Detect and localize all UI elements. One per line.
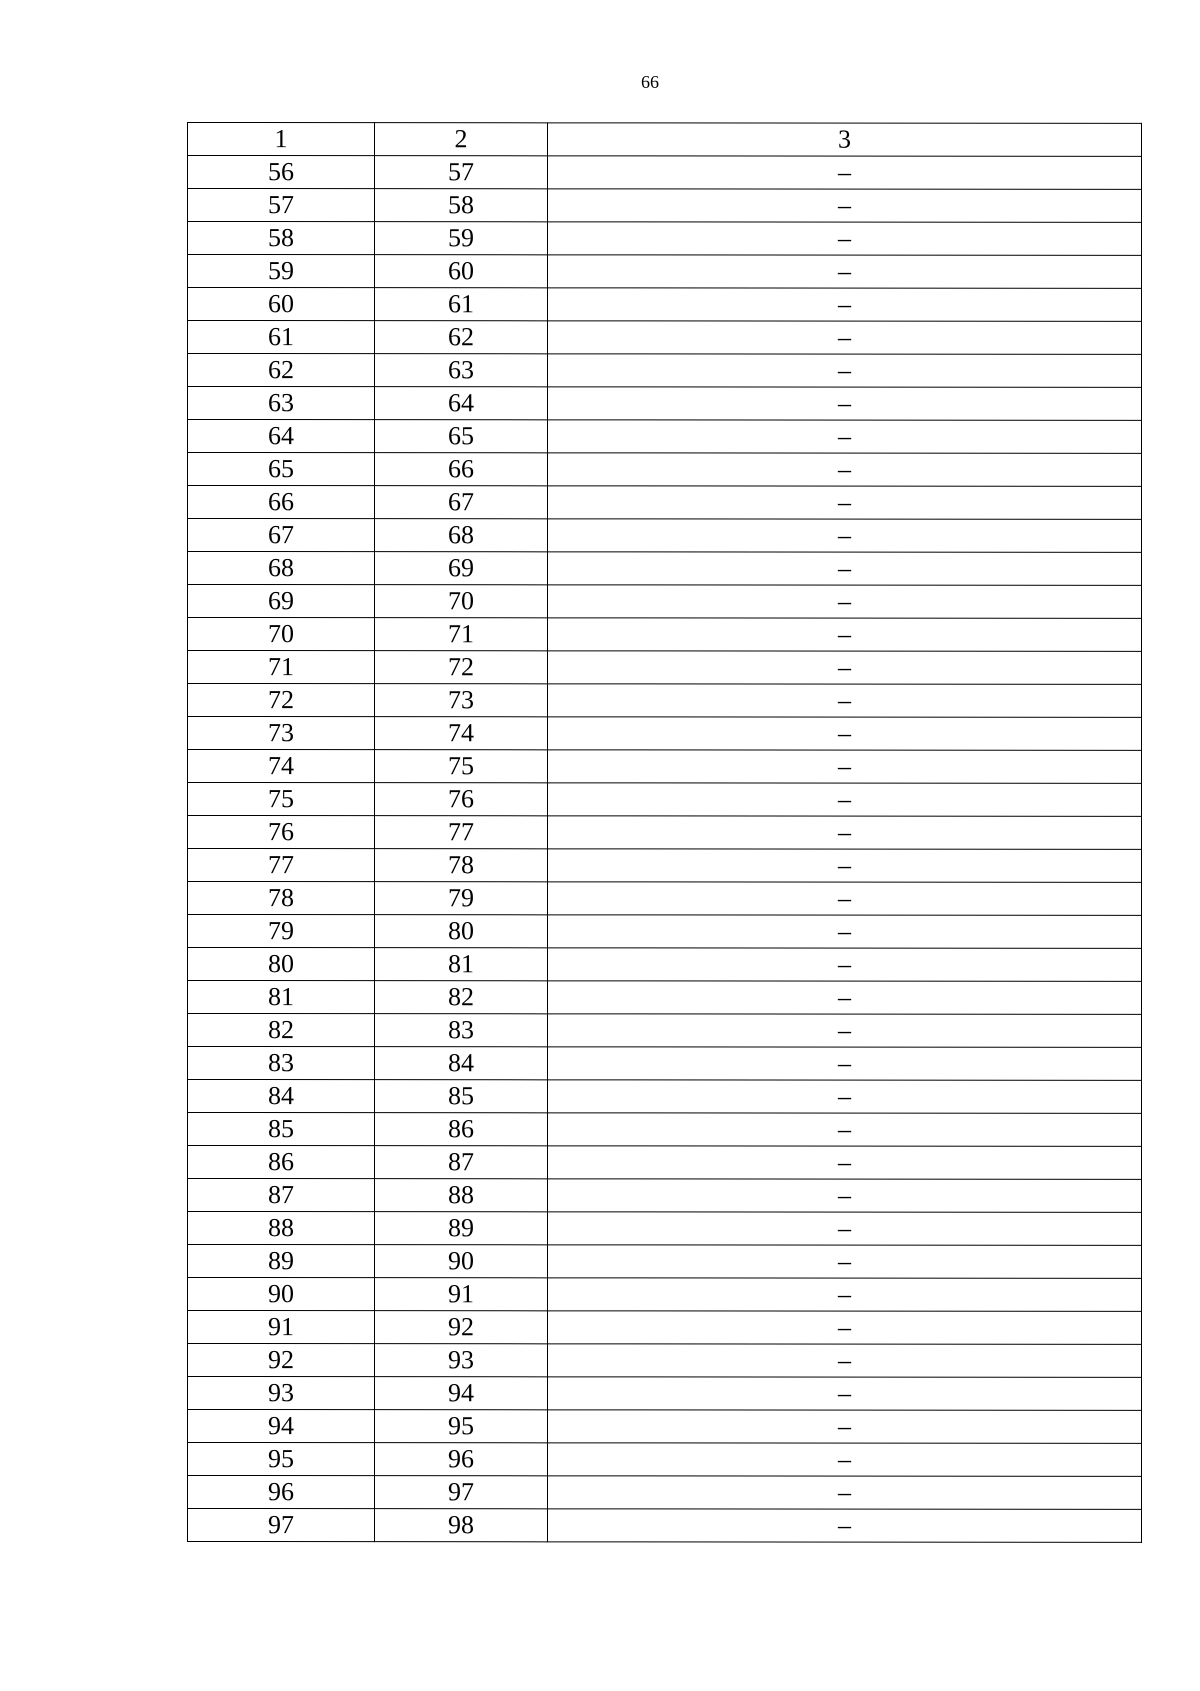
table-cell: 91: [375, 1278, 548, 1311]
table-cell: 94: [188, 1410, 375, 1443]
table-row: [188, 816, 1142, 850]
table-cell: 69: [188, 585, 375, 618]
table-cell: 67: [375, 486, 548, 519]
table-row: [188, 717, 1142, 751]
table-cell: –: [548, 255, 1142, 289]
table-row: [188, 453, 1142, 487]
table-cell: 93: [188, 1377, 375, 1410]
table-cell: –: [548, 486, 1142, 520]
table-row: [188, 321, 1142, 355]
table-cell: 76: [188, 816, 375, 849]
table-row: [188, 1113, 1142, 1147]
table-cell: –: [548, 189, 1142, 223]
table-cell: 68: [188, 552, 375, 585]
table-cell: –: [548, 156, 1142, 190]
table-cell: 90: [375, 1245, 548, 1278]
table-cell: –: [548, 618, 1142, 652]
data-table: [187, 122, 1142, 1543]
table-cell: –: [548, 585, 1142, 619]
table-cell: 90: [188, 1278, 375, 1311]
table-cell: –: [548, 717, 1142, 751]
table-cell: 79: [375, 882, 548, 915]
table-cell: 85: [375, 1080, 548, 1113]
table-cell: 95: [375, 1410, 548, 1443]
table-cell: –: [548, 981, 1142, 1015]
table-cell: 60: [375, 255, 548, 288]
table-cell: 65: [375, 420, 548, 453]
table-row: [188, 1245, 1142, 1279]
table-cell: –: [548, 1344, 1142, 1378]
table-row: [188, 255, 1142, 289]
table-row: [188, 519, 1142, 553]
table-cell: 95: [188, 1443, 375, 1476]
table-row: [188, 684, 1142, 718]
table-cell: –: [548, 519, 1142, 553]
table-header-row: [188, 123, 1142, 157]
table-cell: 96: [375, 1443, 548, 1476]
table-cell: 78: [188, 882, 375, 915]
table-cell: 86: [188, 1146, 375, 1179]
table-cell: 80: [375, 915, 548, 948]
table-cell: –: [548, 849, 1142, 883]
table-row: [188, 1377, 1142, 1411]
table-cell: 72: [188, 684, 375, 717]
table-cell: 62: [188, 354, 375, 387]
table-cell: 64: [375, 387, 548, 420]
table-row: [188, 288, 1142, 322]
table-cell: –: [548, 948, 1142, 982]
table-cell: 87: [375, 1146, 548, 1179]
table-row: [188, 783, 1142, 817]
table-cell: –: [548, 420, 1142, 454]
table-header-cell: 3: [548, 123, 1142, 157]
table-cell: 92: [375, 1311, 548, 1344]
table-row: [188, 486, 1142, 520]
table-cell: 56: [188, 156, 375, 189]
table-row: [188, 948, 1142, 982]
table-cell: 89: [188, 1245, 375, 1278]
table-cell: 84: [375, 1047, 548, 1080]
table-row: [188, 981, 1142, 1015]
table-cell: 86: [375, 1113, 548, 1146]
table-cell: 61: [188, 321, 375, 354]
table-cell: 59: [375, 222, 548, 255]
table-row: [188, 354, 1142, 388]
table-cell: 96: [188, 1476, 375, 1509]
table-cell: 67: [188, 519, 375, 552]
table-cell: 83: [188, 1047, 375, 1080]
table-cell: –: [548, 1212, 1142, 1246]
table-cell: 89: [375, 1212, 548, 1245]
table-cell: 57: [375, 156, 548, 189]
table-row: [188, 585, 1142, 619]
table-cell: –: [548, 1377, 1142, 1411]
table-row: [188, 1311, 1142, 1345]
table-row: [188, 1476, 1142, 1510]
table-cell: 70: [188, 618, 375, 651]
table-cell: 79: [188, 915, 375, 948]
table-row: [188, 849, 1142, 883]
table-row: [188, 1014, 1142, 1048]
table-cell: –: [548, 1179, 1142, 1213]
table-row: [188, 420, 1142, 454]
table-cell: 97: [188, 1509, 375, 1542]
table-cell: 66: [188, 486, 375, 519]
table-cell: 81: [188, 981, 375, 1014]
table-cell: 59: [188, 255, 375, 288]
table-cell: 62: [375, 321, 548, 354]
table-cell: 58: [375, 189, 548, 222]
table-row: [188, 1443, 1142, 1477]
table-cell: –: [548, 816, 1142, 850]
table-cell: –: [548, 750, 1142, 784]
table-cell: –: [548, 288, 1142, 322]
table-cell: 68: [375, 519, 548, 552]
table-cell: 88: [375, 1179, 548, 1212]
table-row: [188, 915, 1142, 949]
table-row: [188, 156, 1142, 190]
table-cell: –: [548, 1146, 1142, 1180]
table-row: [188, 1509, 1142, 1543]
table-cell: –: [548, 783, 1142, 817]
table-cell: –: [548, 552, 1142, 586]
table-cell: 61: [375, 288, 548, 321]
table-cell: –: [548, 915, 1142, 949]
table-cell: 87: [188, 1179, 375, 1212]
table-cell: –: [548, 453, 1142, 487]
table-cell: –: [548, 1014, 1142, 1048]
table-cell: 84: [188, 1080, 375, 1113]
table-cell: –: [548, 1047, 1142, 1081]
table-row: [188, 552, 1142, 586]
table-row: [188, 651, 1142, 685]
table-cell: 80: [188, 948, 375, 981]
table-row: [188, 618, 1142, 652]
table-cell: –: [548, 354, 1142, 388]
table-row: [188, 189, 1142, 223]
table-row: [188, 1410, 1142, 1444]
table-row: [188, 1179, 1142, 1213]
table-cell: –: [548, 1443, 1142, 1477]
table-cell: 97: [375, 1476, 548, 1509]
table-cell: –: [548, 1080, 1142, 1114]
table-cell: 76: [375, 783, 548, 816]
table-cell: –: [548, 387, 1142, 421]
table-cell: 88: [188, 1212, 375, 1245]
table-cell: 60: [188, 288, 375, 321]
table-cell: –: [548, 651, 1142, 685]
table-cell: 92: [188, 1344, 375, 1377]
table-cell: 70: [375, 585, 548, 618]
table-header-cell: 2: [375, 123, 548, 156]
table-cell: 77: [375, 816, 548, 849]
table-row: [188, 1047, 1142, 1081]
table-row: [188, 882, 1142, 916]
table-cell: 93: [375, 1344, 548, 1377]
table-cell: –: [548, 222, 1142, 256]
table-cell: 66: [375, 453, 548, 486]
table-cell: 73: [375, 684, 548, 717]
table-cell: –: [548, 882, 1142, 916]
table-cell: –: [548, 1509, 1142, 1543]
table-cell: –: [548, 1113, 1142, 1147]
table-row: [188, 1344, 1142, 1378]
table-cell: –: [548, 1278, 1142, 1312]
table-cell: 58: [188, 222, 375, 255]
table-cell: –: [548, 1476, 1142, 1510]
table-cell: –: [548, 1311, 1142, 1345]
table-cell: 65: [188, 453, 375, 486]
table-cell: 91: [188, 1311, 375, 1344]
table-cell: 82: [375, 981, 548, 1014]
table-cell: 57: [188, 189, 375, 222]
table-cell: 77: [188, 849, 375, 882]
table-row: [188, 750, 1142, 784]
table-row: [188, 1080, 1142, 1114]
table-body: [188, 123, 1142, 1543]
table-cell: 74: [188, 750, 375, 783]
table-cell: 78: [375, 849, 548, 882]
page-number: 66: [641, 72, 659, 92]
table-cell: 75: [188, 783, 375, 816]
table-cell: –: [548, 1245, 1142, 1279]
table-cell: 74: [375, 717, 548, 750]
table-cell: 64: [188, 420, 375, 453]
table-row: [188, 1146, 1142, 1180]
table-row: [188, 222, 1142, 256]
table-cell: –: [548, 684, 1142, 718]
table-cell: 69: [375, 552, 548, 585]
table-cell: 94: [375, 1377, 548, 1410]
table-row: [188, 387, 1142, 421]
table-row: [188, 1278, 1142, 1312]
table-header-cell: 1: [188, 123, 375, 156]
table-cell: 98: [375, 1509, 548, 1542]
table-cell: 71: [375, 618, 548, 651]
table-cell: 81: [375, 948, 548, 981]
table-row: [188, 1212, 1142, 1246]
table-cell: 63: [375, 354, 548, 387]
table-cell: 75: [375, 750, 548, 783]
table-cell: 72: [375, 651, 548, 684]
table-cell: 71: [188, 651, 375, 684]
table-cell: 82: [188, 1014, 375, 1047]
table-cell: 83: [375, 1014, 548, 1047]
table-cell: 85: [188, 1113, 375, 1146]
table-cell: 73: [188, 717, 375, 750]
table-cell: –: [548, 321, 1142, 355]
table-cell: –: [548, 1410, 1142, 1444]
table-cell: 63: [188, 387, 375, 420]
